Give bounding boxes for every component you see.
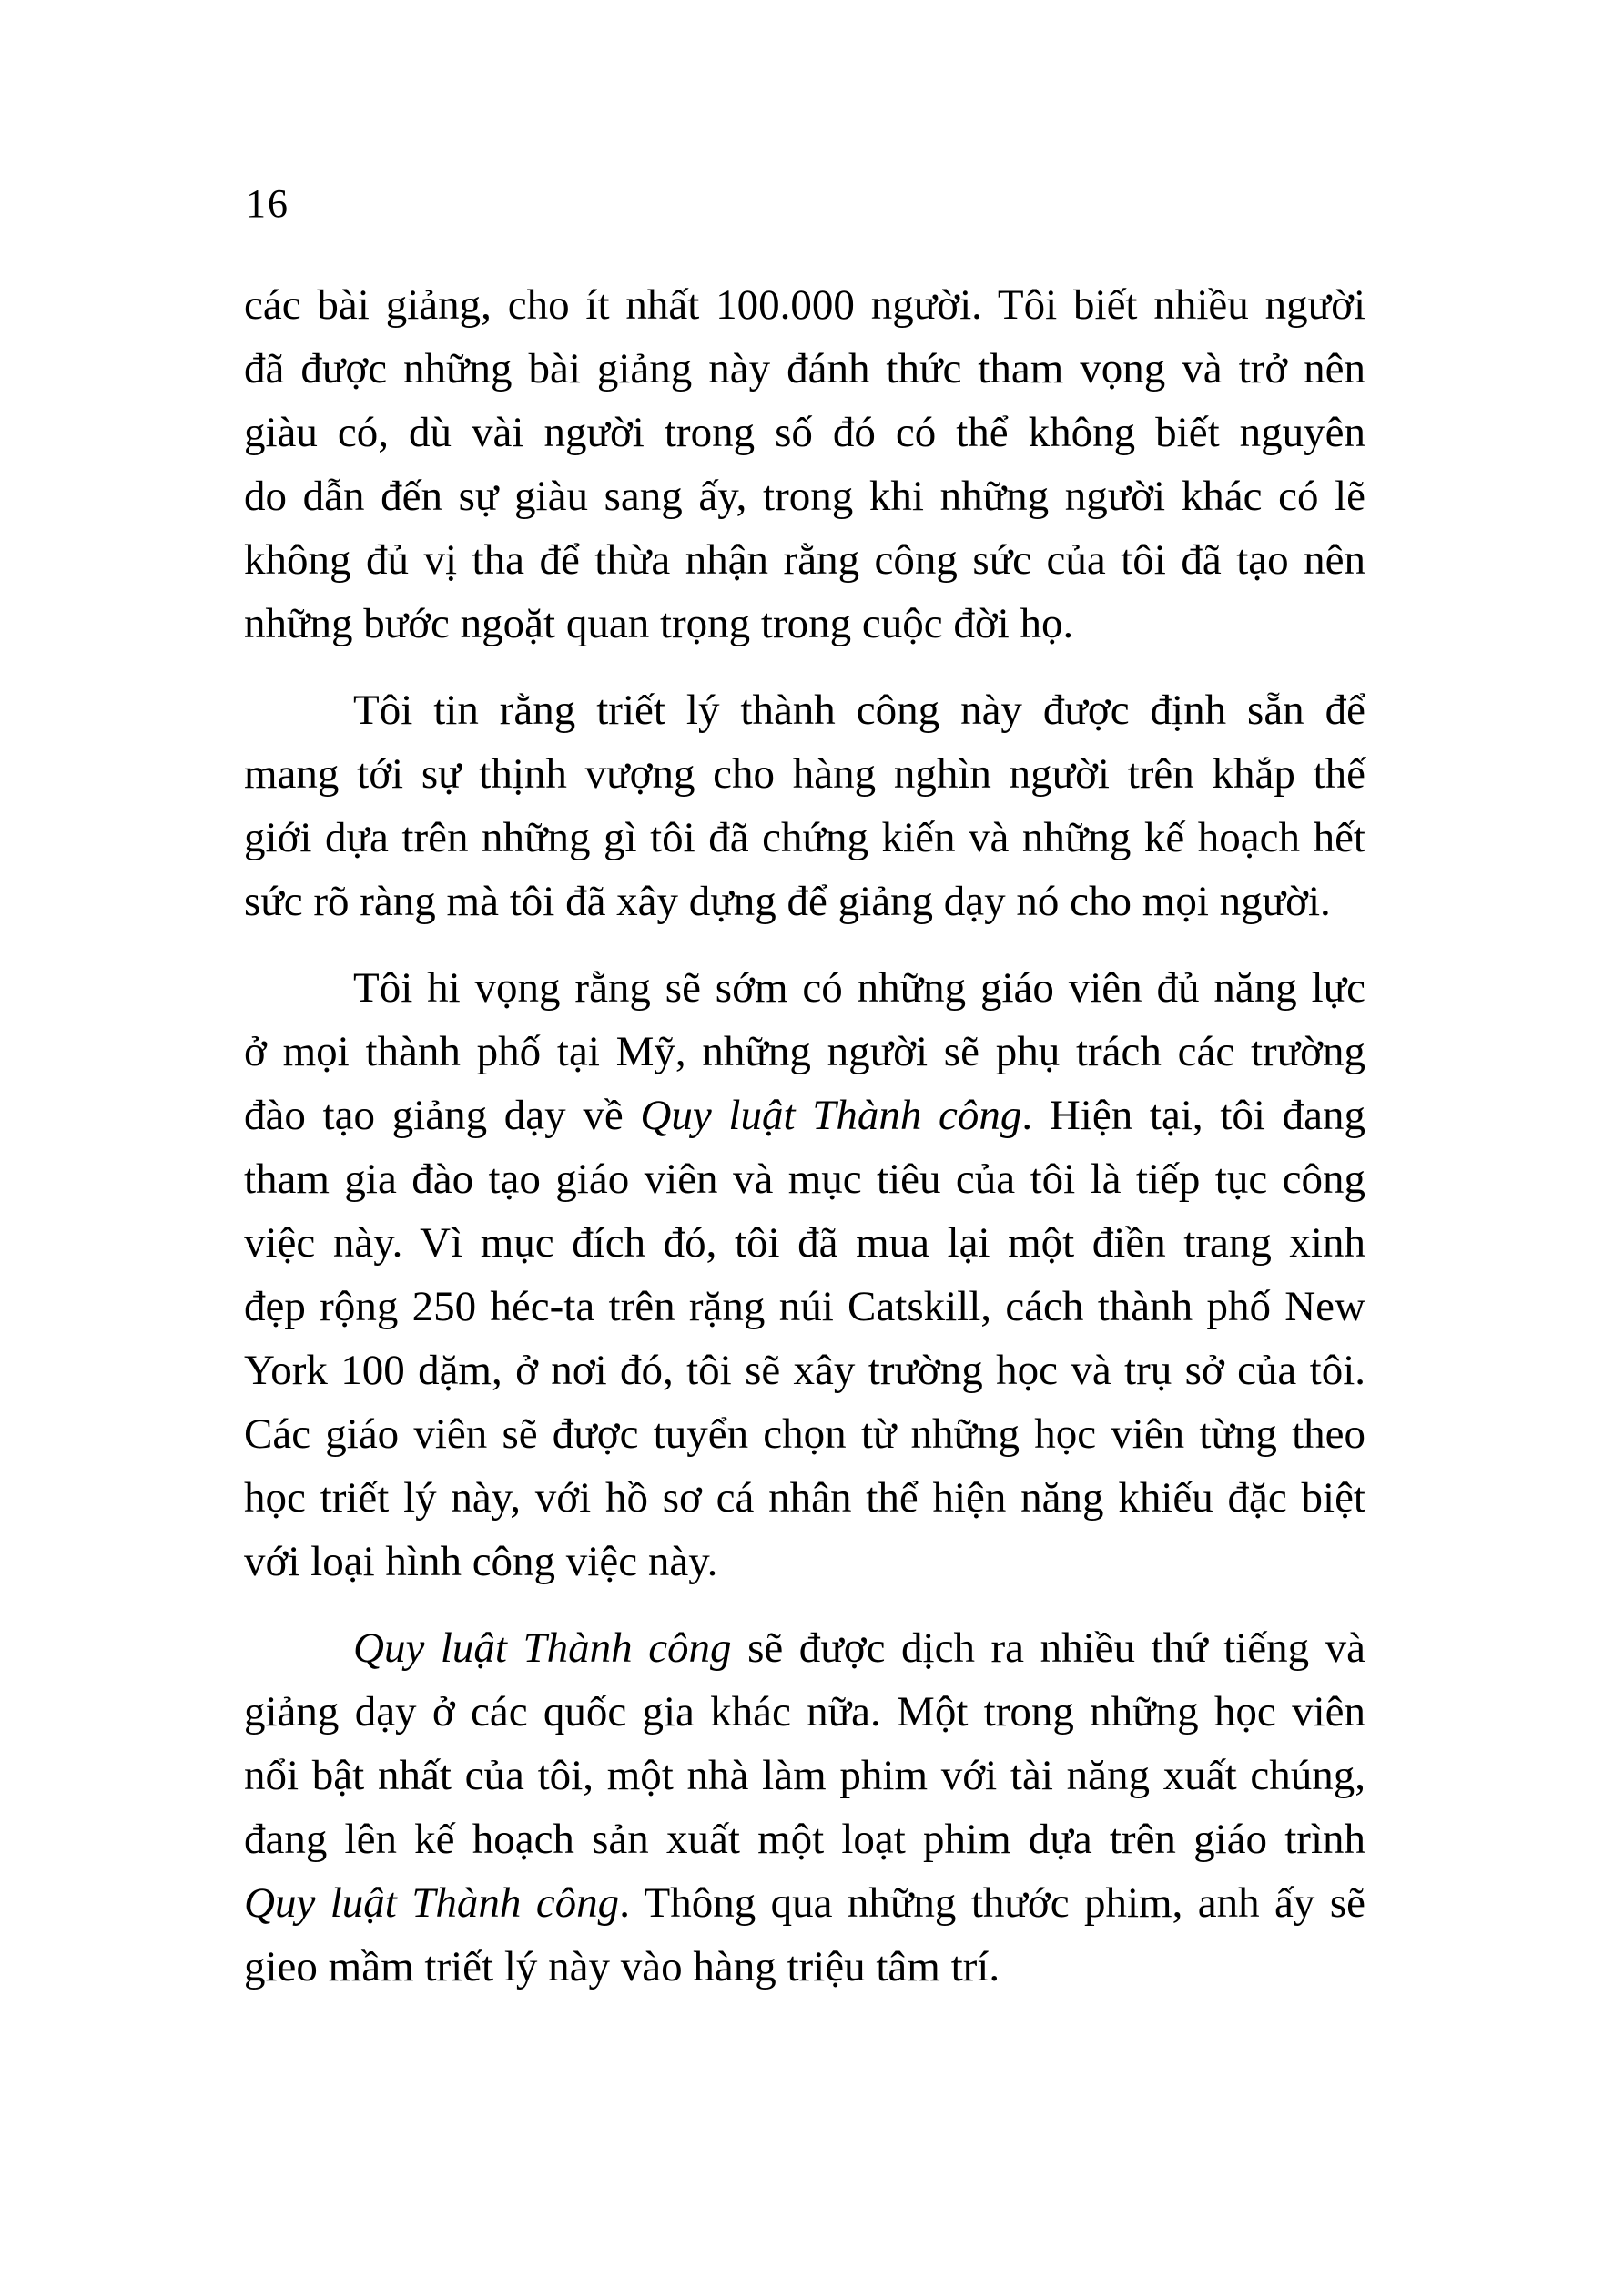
page-number: 16: [246, 181, 289, 226]
text-run: với loại hình công việc này.: [244, 1538, 718, 1585]
text-run: gieo mầm triết lý này vào hàng triệu tâm trí.: [244, 1943, 1000, 1990]
text-line: [244, 592, 1365, 656]
text-run: giới dựa trên những gì tôi đã chứng kiến và những kế hoạch hết: [244, 814, 1365, 861]
text-run: Tôi tin rằng triết lý thành công này được định sẵn để: [353, 687, 1365, 734]
text-line: [244, 1935, 1365, 1999]
italic-book-title: Quy luật Thành công: [640, 1092, 1022, 1139]
text-line: [244, 1211, 1365, 1275]
text-line: [244, 742, 1365, 806]
text-run: đào tạo giảng dạy về: [244, 1092, 641, 1139]
text-run: các bài giảng, cho ít nhất 100.000 người. Tôi biết nhiều người: [244, 281, 1365, 329]
text-run: giàu có, dù vài người trong số đó có thể không biết nguyên: [244, 409, 1365, 456]
italic-book-title: Quy luật Thành công: [353, 1624, 732, 1672]
text-run: việc này. Vì mục đích đó, tôi đã mua lại một điền trang xinh: [244, 1219, 1365, 1267]
text-line: [244, 464, 1365, 528]
text-line: [244, 1530, 1365, 1593]
text-line: [244, 1871, 1365, 1935]
text-line: [244, 1339, 1365, 1402]
text-run: sẽ được dịch ra nhiều thứ tiếng và: [731, 1624, 1365, 1672]
text-line: [244, 1744, 1365, 1807]
italic-book-title: Quy luật Thành công: [244, 1879, 620, 1927]
text-run: đẹp rộng 250 héc-ta trên rặng núi Catskill, cách thành phố New: [244, 1283, 1365, 1330]
text-line: [244, 1020, 1365, 1084]
text-run: York 100 dặm, ở nơi đó, tôi sẽ xây trường học và trụ sở của tôi.: [244, 1347, 1365, 1394]
text-line: [244, 1402, 1365, 1466]
text-run: do dẫn đến sự giàu sang ấy, trong khi những người khác có lẽ: [244, 473, 1365, 520]
text-run: đã được những bài giảng này đánh thức tham vọng và trở nên: [244, 345, 1365, 392]
text-line: [244, 401, 1365, 464]
text-run: đang lên kế hoạch sản xuất một loạt phim dựa trên giáo trình: [244, 1816, 1365, 1863]
text-line: [244, 1466, 1365, 1530]
text-line: [244, 528, 1365, 592]
text-run: tham gia đào tạo giáo viên và mục tiêu của tôi là tiếp tục công: [244, 1155, 1365, 1203]
text-run: những bước ngoặt quan trọng trong cuộc đời họ.: [244, 600, 1074, 647]
text-run: ở mọi thành phố tại Mỹ, những người sẽ phụ trách các trường: [244, 1028, 1365, 1075]
text-line: [244, 1275, 1365, 1339]
paragraph-2: [244, 678, 1365, 933]
text-run: sức rõ ràng mà tôi đã xây dựng để giảng dạy nó cho mọi người.: [244, 878, 1331, 925]
text-line: [244, 678, 1365, 742]
paragraph-3: [244, 956, 1365, 1593]
text-run: nổi bật nhất của tôi, một nhà làm phim với tài năng xuất chúng,: [244, 1752, 1365, 1799]
text-line: [244, 956, 1365, 1020]
text-run: không đủ vị tha để thừa nhận rằng công sức của tôi đã tạo nên: [244, 536, 1365, 584]
text-line: [244, 870, 1365, 933]
text-line: [244, 806, 1365, 870]
text-line: [244, 1680, 1365, 1744]
text-line: [244, 1616, 1365, 1680]
text-line: [244, 1807, 1365, 1871]
paragraph-4: [244, 1616, 1365, 1999]
text-run: giảng dạy ở các quốc gia khác nữa. Một trong những học viên: [244, 1688, 1365, 1736]
text-line: [244, 1147, 1365, 1211]
text-line: [244, 337, 1365, 401]
text-line: [244, 273, 1365, 337]
paragraph-1: [244, 273, 1365, 656]
text-run: học triết lý này, với hồ sơ cá nhân thể hiện năng khiếu đặc biệt: [244, 1474, 1365, 1522]
text-run: . Thông qua những thước phim, anh ấy sẽ: [619, 1879, 1365, 1927]
text-run: Tôi hi vọng rằng sẽ sớm có những giáo viên đủ năng lực: [353, 964, 1365, 1012]
text-run: . Hiện tại, tôi đang: [1021, 1092, 1365, 1139]
text-run: mang tới sự thịnh vượng cho hàng nghìn người trên khắp thế: [244, 750, 1365, 798]
text-run: Các giáo viên sẽ được tuyển chọn từ những học viên từng theo: [244, 1410, 1365, 1458]
text-line: [244, 1084, 1365, 1147]
page-body-text: [244, 273, 1365, 2021]
